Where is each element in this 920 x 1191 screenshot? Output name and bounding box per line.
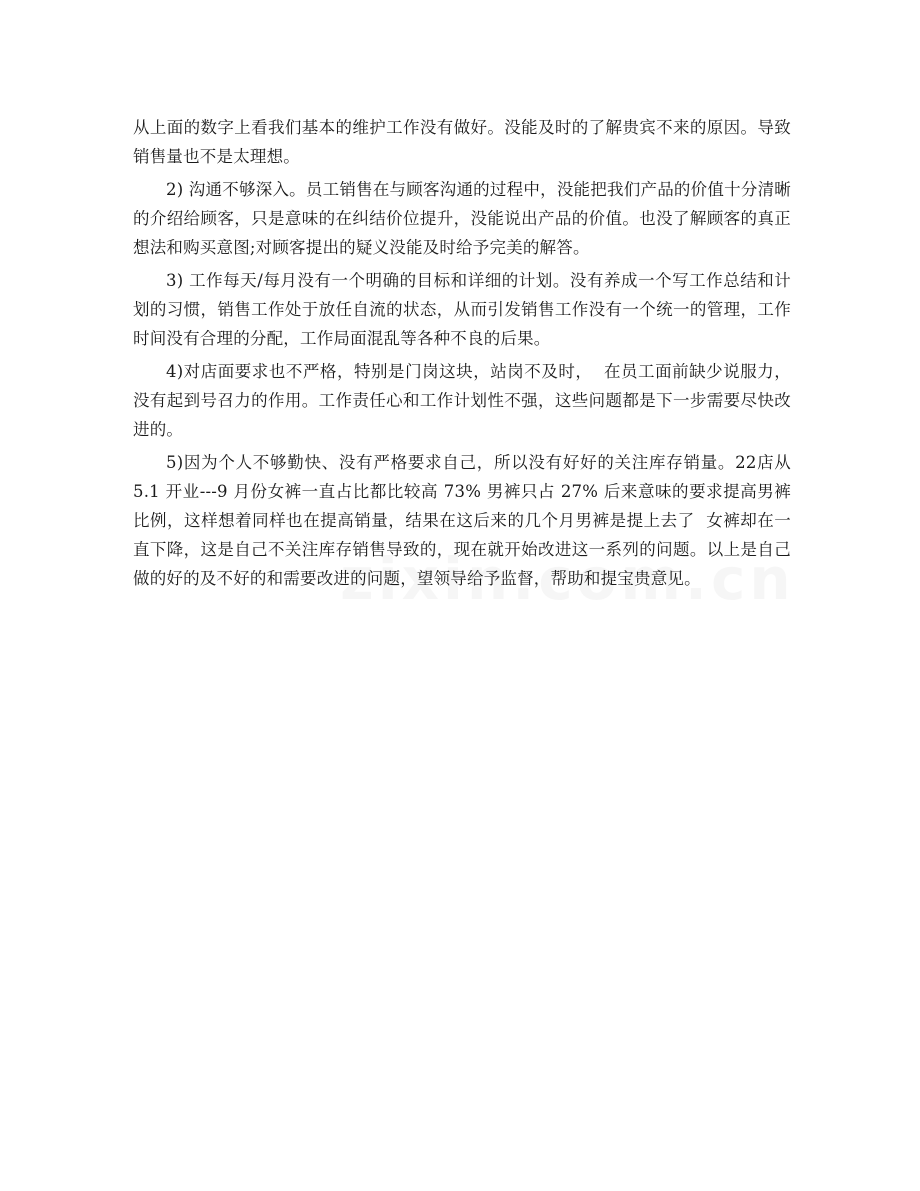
paragraph-point-5: 5)因为个人不够勤快、没有严格要求自己，所以没有好好的关注库存销量。22店从 5.1 开业---9 月份女裤一直占比都比较高 73% 男裤只占 27% 后来意味的要求提高男裤比例，这样想着同样也在提高销量，结果在这后来的几个月男裤是提上去了 女裤却在一直下降，这是自己不关注库存销售导致的，现在就开始改进这一系列的问题。以上是自己做的好的及不好的和需要改进的问题，望领导给予监督，帮助和提宝贵意见。: [133, 453, 797, 588]
paragraph-intro: 从上面的数字上看我们基本的维护工作没有做好。没能及时的了解贵宾不来的原因。导致销售量也不是太理想。: [133, 118, 791, 166]
paragraph-point-3: 3) 工作每天/每月没有一个明确的目标和详细的计划。没有养成一个写工作总结和计划的习惯，销售工作处于放任自流的状态，从而引发销售工作没有一个统一的管理，工作时间没有合理的分配，工作局面混乱等各种不良的后果。: [133, 271, 791, 348]
paragraph-point-2: 2) 沟通不够深入。员工销售在与顾客沟通的过程中，没能把我们产品的价值十分清晰的介绍给顾客，只是意味的在纠结价位提升，没能说出产品的价值。也没了解顾客的真正想法和购买意图;对顾客提出的疑义没能及时给予完美的解答。: [133, 180, 791, 257]
document-body: [133, 113, 797, 597]
paragraph-point-4: 4)对店面要求也不严格，特别是门岗这块，站岗不及时， 在员工面前缺少说服力，没有起到号召力的作用。工作责任心和工作计划性不强，这些问题都是下一步需要尽快改进的。: [133, 362, 791, 439]
